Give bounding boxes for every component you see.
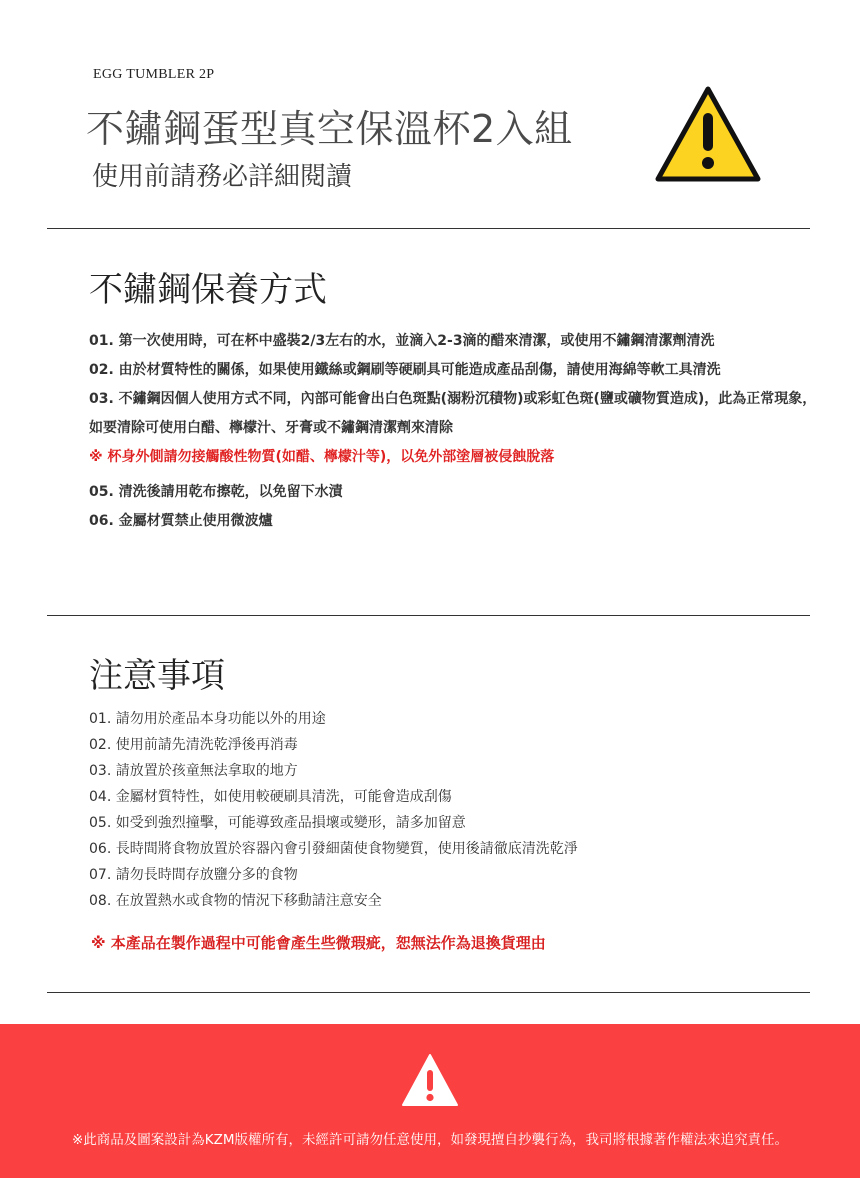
list-item: 04. 金屬材質特性，如使用較硬刷具清洗，可能會造成刮傷 xyxy=(89,789,452,805)
warning-icon xyxy=(401,1053,459,1107)
list-item: 06. 金屬材質禁止使用微波爐 xyxy=(89,513,273,529)
list-item: 01. 請勿用於產品本身功能以外的用途 xyxy=(89,711,326,727)
product-code: EGG TUMBLER 2P xyxy=(93,67,215,82)
warning-note: ※ 杯身外側請勿接觸酸性物質(如醋、檸檬汁等)，以免外部塗層被侵蝕脫落 xyxy=(89,449,555,465)
list-item: 07. 請勿長時間存放鹽分多的食物 xyxy=(89,867,298,883)
copyright-footer xyxy=(0,1024,860,1178)
care-list xyxy=(89,327,816,536)
list-item: 03. 不鏽鋼因個人使用方式不同，內部可能會出白色斑點(溺粉沉積物)或彩虹色斑(鹽或礦物質造成)，此為正常現象， xyxy=(89,391,817,407)
list-item: 如要清除可使用白醋、檸檬汁、牙膏或不鏽鋼清潔劑來清除 xyxy=(89,420,453,436)
list-item: 05. 清洗後請用乾布擦乾，以免留下水漬 xyxy=(89,484,343,500)
page-title: 不鏽鋼蛋型真空保溫杯2入組 xyxy=(86,107,573,151)
notice-title: 注意事項 xyxy=(89,656,225,696)
list-item: 01. 第一次使用時，可在杯中盛裝2/3左右的水，並滴入2-3滴的醋來清潔，或使用不鏽鋼清潔劑清洗 xyxy=(89,333,715,349)
list-item: 02. 由於材質特性的關係，如果使用鐵絲或鋼刷等硬刷具可能造成產品刮傷，請使用海綿等軟工具清洗 xyxy=(89,362,721,378)
list-item: 03. 請放置於孩童無法拿取的地方 xyxy=(89,763,298,779)
notice-list xyxy=(89,706,578,914)
list-item: 06. 長時間將食物放置於容器內會引發細菌使食物變質，使用後請徹底清洗乾淨 xyxy=(89,841,578,857)
defect-disclaimer: ※ 本產品在製作過程中可能會產生些微瑕疵，恕無法作為退換貨理由 xyxy=(91,934,546,952)
care-title: 不鏽鋼保養方式 xyxy=(89,270,327,310)
divider xyxy=(47,228,810,229)
list-item: 02. 使用前請先清洗乾淨後再消毒 xyxy=(89,737,298,753)
page-subtitle: 使用前請務必詳細閱讀 xyxy=(92,162,353,192)
copyright-notice: ※此商品及圖案設計為KZM版權所有，未經許可請勿任意使用，如發現擅自抄襲行為，我司將根據著作權法來追究責任。 xyxy=(71,1132,789,1148)
warning-triangle-icon xyxy=(654,85,762,185)
divider xyxy=(47,992,810,993)
list-item: 08. 在放置熱水或食物的情況下移動請注意安全 xyxy=(89,893,382,909)
list-item: 05. 如受到強烈撞擊，可能導致產品損壞或變形，請多加留意 xyxy=(89,815,466,831)
divider xyxy=(47,615,810,616)
